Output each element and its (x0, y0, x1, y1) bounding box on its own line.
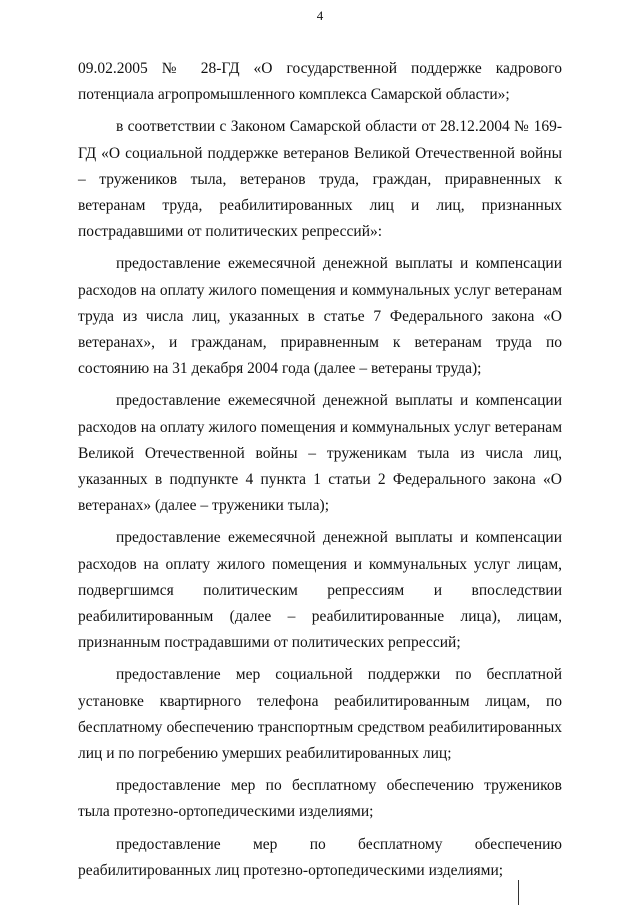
paragraph-prosthetics-rehabilitated: предоставление мер по бесплатному обеспечению реабилитированных лиц протезно-ортопедическими изделиями; (78, 835, 562, 879)
paragraph-law-28gd: 09.02.2005 № 28-ГД «О государственной поддержке кадрового потенциала агропромышленного комплекса Самарской области»; (78, 60, 562, 104)
paragraph-veterans-of-labor: предоставление ежемесячной денежной выплаты и компенсации расходов на оплату жилого помещения и коммунальных услуг ветеранам труда из числа лиц, указанных в статье 7 Федерального закона «О ветеранах», и гражданам, приравненным к ветеранам труда по состоянию на 31 декабря 2004 года (далее – ветераны труда); (78, 255, 562, 378)
paragraph-law-169gd: в соответствии с Законом Самарской области от 28.12.2004 № 169-ГД «О социальной поддержке ветеранов Великой Отечественной войны – тружеников тыла, ветеранов труда, граждан, приравненных к ветеранам труда, реабилитированных лиц и лиц, признанных пострадавшими от политических репрессий»: (78, 118, 562, 241)
paragraph-repressed-persons: предоставление ежемесячной денежной выплаты и компенсации расходов на оплату жилого помещения и коммунальных услуг лицам, подвергшимся политическим репрессиям и впоследствии реабилитированным (далее – реабилитированные лица), лицам, признанным пострадавшими от политических репрессий; (78, 529, 562, 652)
document-body (78, 56, 562, 890)
paragraph-prosthetics-home-front: предоставление мер по бесплатному обеспечению тружеников тыла протезно-ортопедическими изделиями; (78, 777, 562, 821)
margin-mark (518, 880, 519, 905)
paragraph-telephone-transport-burial: предоставление мер социальной поддержки по бесплатной установке квартирного телефона реабилитированным лицам, по бесплатному обеспечению транспортным средством реабилитированных лиц и по погребению умерших реабилитированных лиц; (78, 666, 562, 763)
page-number: 4 (316, 8, 324, 23)
paragraph-home-front-workers: предоставление ежемесячной денежной выплаты и компенсации расходов на оплату жилого помещения и коммунальных услуг ветеранам Великой Отечественной войны – труженикам тыла из числа лиц, указанных в подпункте 4 пункта 1 статьи 2 Федерального закона «О ветеранах» (далее – труженики тыла); (78, 392, 562, 515)
